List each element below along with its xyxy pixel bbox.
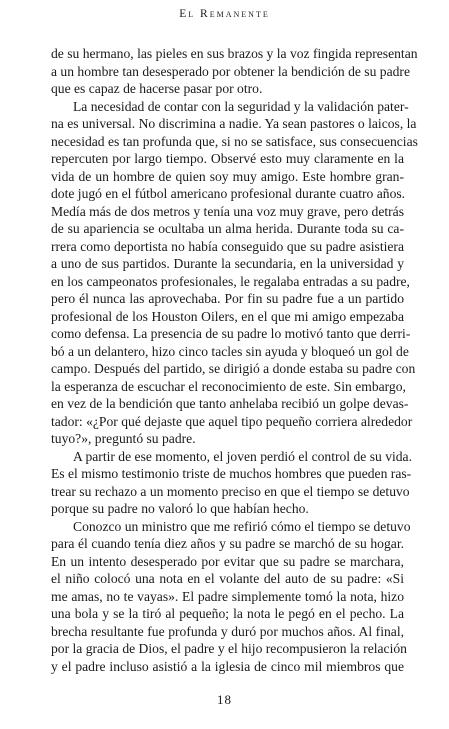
text-line: una bola y se la tiró al pequeño; la nota le pegó en el pecho. La [51,606,404,621]
text-line: me amas, no te vayas». El padre simplemente tomó la nota, hizo [51,588,404,604]
text-line: campo. Después del partido, se dirigió a donde estaba su padre con [51,361,416,376]
text-line: a uno de sus partidos. Durante la secundaria, en la universidad y [51,256,404,271]
text-line: Conozco un ministro que me refirió cómo el tiempo se detuvo [73,518,411,534]
text-line: profesional de los Houston Oilers, en el que mi amigo empezaba [51,308,404,324]
text-line: tuyo?», preguntó su padre. [51,431,196,446]
text-line: En un intento desesperado por evitar que su padre se marchara, [51,553,404,569]
text-line: bó a un delantero, hizo cinco tacles sin ayuda y bloqueó un gol de [51,343,409,359]
text-line: de su apariencia se ocultaba un alma herida. Durante toda su ca- [51,221,404,236]
text-line: la esperanza de escuchar el reconocimiento de este. Sin embargo, [51,378,406,394]
text-line: trear su rechazo a un momento preciso en que el tiempo se detuvo [51,483,410,499]
text-line: como defensa. La presencia de su padre lo motivó tanto que derri- [51,326,411,341]
text-line: Medía más de dos metros y tenía una voz muy grave, pero detrás [51,203,404,219]
text-line: y el padre incluso asistió a la iglesia de cinco mil miembros que [51,658,404,674]
text-line: A partir de ese momento, el joven perdió el control de su vida. [73,448,412,464]
text-line: por la gracia de Dios, el padre y el hijo recompusieron la relación [51,641,407,656]
text-line: vida de un hombre de quien soy muy amigo. Este hombre gran- [51,168,404,184]
text-line: que es capaz de hacerse pasar por otro. [51,81,263,96]
running-header: El Remanente [179,8,270,20]
text-line: na es universal. No discrimina a nadie. Ya sean pastores o laicos, la [51,116,417,131]
text-line: dote jugó en el fútbol americano profesional durante cuatro años. [51,186,406,201]
text-line: de su hermano, las pieles en sus brazos y la voz fingida representan [51,46,418,61]
body-text [51,45,418,675]
text-line: para él cuando tenía diez años y su padre se marchó de su hogar. [51,536,404,551]
text-line: en vez de la bendición que tanto anhelaba recibió un golpe devas- [51,396,409,411]
text-line: porque su padre no valoró lo que habían hecho. [51,501,309,516]
text-line: rrera como deportista no había conseguido que su padre asistiera [51,238,404,254]
page-number: 18 [217,692,232,707]
text-line: repercuten por largo tiempo. Observé esto muy claramente en la [51,151,404,166]
text-line: La necesidad de contar con la seguridad y la validación pater- [73,98,409,114]
text-line: a un hombre tan desesperado por obtener la bendición de su padre [51,63,410,79]
text-line: pero él nunca las aprovechaba. Por fin su padre fue a un partido [51,291,404,306]
text-line: en los campeonatos profesionales, le regalaba entradas a su padre, [51,273,410,289]
text-line: Es el mismo testimonio triste de muchos hombres que pueden ras- [51,466,412,481]
text-line: brecha resultante fue profunda y duró por muchos años. Al final, [51,623,404,639]
text-line: el niño colocó una nota en el volante del auto de su padre: «Si [51,571,404,586]
text-line: necesidad es tan profunda que, si no se satisface, sus consecuencias [51,133,418,149]
text-line: tador: «¿Por qué dejaste que aquel tipo pequeño corriera alrededor [51,413,413,429]
